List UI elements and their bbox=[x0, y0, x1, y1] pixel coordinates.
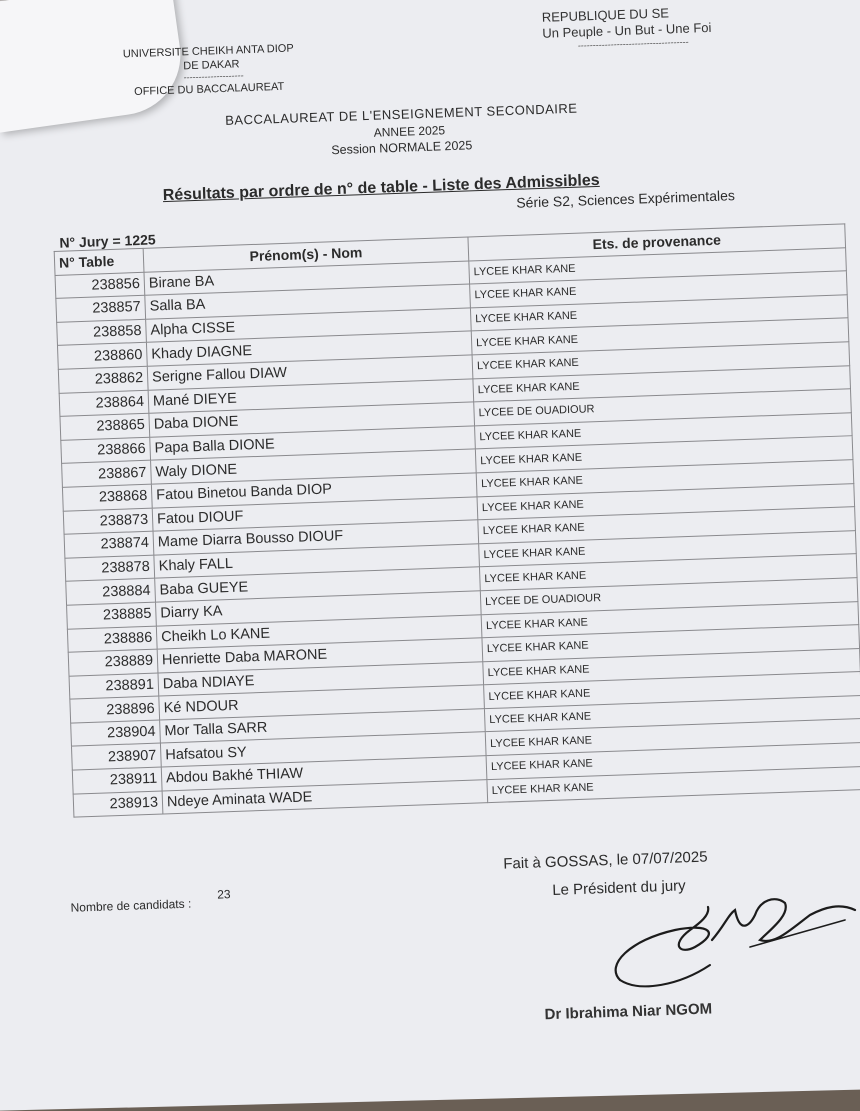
school-cell: LYCEE KHAR KANE bbox=[486, 743, 860, 780]
name-cell: Serigne Fallou DIAW bbox=[147, 355, 473, 390]
table-body bbox=[55, 247, 860, 817]
table-number-cell: 238857 bbox=[56, 295, 146, 322]
signatory-name: Dr Ibrahima Niar NGOM bbox=[544, 1000, 713, 1024]
name-cell: Ké NDOUR bbox=[159, 685, 485, 720]
table-number-cell: 238891 bbox=[69, 673, 159, 700]
name-cell: Birane BA bbox=[144, 261, 470, 296]
school-cell: LYCEE KHAR KANE bbox=[470, 295, 848, 332]
table-number-cell: 238896 bbox=[70, 696, 160, 723]
table-number-cell: 238862 bbox=[58, 366, 148, 393]
name-cell: Cheikh Lo KANE bbox=[156, 614, 482, 649]
exam-session: Session NORMALE 2025 bbox=[331, 138, 473, 158]
table-number-cell: 238873 bbox=[63, 508, 153, 535]
handwritten-signature bbox=[600, 885, 860, 1000]
series-label: Série S2, Sciences Expérimentales bbox=[516, 187, 736, 211]
school-cell: LYCEE KHAR KANE bbox=[483, 648, 860, 685]
name-cell: Mor Talla SARR bbox=[160, 709, 486, 744]
results-title: Résultats par ordre de n° de table - Liste des Admissibles bbox=[162, 171, 600, 205]
school-cell: LYCEE KHAR KANE bbox=[475, 412, 853, 449]
table-number-cell: 238874 bbox=[64, 531, 154, 558]
table-number-cell: 238907 bbox=[71, 744, 161, 771]
table-number-cell: 238860 bbox=[57, 343, 147, 370]
table-number-cell: 238867 bbox=[62, 461, 152, 488]
school-cell: LYCEE KHAR KANE bbox=[476, 460, 854, 497]
school-cell: LYCEE KHAR KANE bbox=[479, 530, 857, 567]
republic-name: REPUBLIQUE DU SE bbox=[541, 5, 670, 25]
results-table bbox=[54, 223, 860, 818]
name-cell: Papa Balla DIONE bbox=[150, 426, 476, 461]
national-motto: Un Peuple - Un But - Une Foi bbox=[542, 19, 712, 41]
table-number-cell: 238864 bbox=[59, 390, 149, 417]
name-cell: Waly DIONE bbox=[151, 449, 477, 484]
name-cell: Diarry KA bbox=[155, 591, 481, 626]
name-cell: Khady DIAGNE bbox=[146, 331, 472, 366]
school-cell: LYCEE KHAR KANE bbox=[484, 672, 860, 709]
candidate-count: 23 bbox=[217, 887, 231, 902]
name-cell: Alpha CISSE bbox=[146, 308, 472, 343]
name-cell: Mané DIEYE bbox=[148, 378, 474, 413]
table-number-cell: 238889 bbox=[68, 649, 158, 676]
jury-number: N° Jury = 1225 bbox=[59, 231, 156, 251]
jury-president-title: Le Président du jury bbox=[552, 877, 686, 899]
school-cell: LYCEE KHAR KANE bbox=[479, 554, 857, 591]
school-cell: LYCEE KHAR KANE bbox=[477, 483, 855, 520]
school-cell: LYCEE KHAR KANE bbox=[475, 436, 853, 473]
exam-title: BACCALAUREAT DE L'ENSEIGNEMENT SECONDAIRE bbox=[224, 100, 578, 128]
name-cell: Daba DIONE bbox=[149, 402, 475, 437]
school-cell: LYCEE KHAR KANE bbox=[478, 507, 856, 544]
name-cell: Fatou Binetou Banda DIOP bbox=[151, 473, 477, 508]
school-cell: LYCEE KHAR KANE bbox=[484, 695, 860, 732]
separator-right: ------------------------------------- bbox=[577, 36, 689, 51]
name-cell: Henriette Daba MARONE bbox=[157, 638, 483, 673]
name-cell: Abdou Bakhé THIAW bbox=[161, 756, 487, 791]
school-cell: LYCEE DE OUADIOUR bbox=[480, 578, 858, 615]
table-number-cell: 238884 bbox=[66, 578, 156, 605]
separator-left: -------------------- bbox=[183, 70, 244, 83]
candidate-count-label: Nombre de candidats : bbox=[70, 896, 192, 915]
name-cell: Khaly FALL bbox=[154, 544, 480, 579]
table-number-cell: 238885 bbox=[67, 602, 157, 629]
name-cell: Mame Diarra Bousso DIOUF bbox=[153, 520, 479, 555]
school-cell: LYCEE KHAR KANE bbox=[472, 342, 850, 379]
column-header-school: Ets. de provenance bbox=[468, 224, 846, 261]
school-cell: LYCEE KHAR KANE bbox=[485, 719, 860, 756]
school-cell: LYCEE DE OUADIOUR bbox=[474, 389, 852, 426]
school-cell: LYCEE KHAR KANE bbox=[469, 247, 847, 284]
university-city: DE DAKAR bbox=[183, 58, 240, 73]
place-and-date: Fait à GOSSAS, le 07/07/2025 bbox=[503, 848, 708, 873]
school-cell: LYCEE KHAR KANE bbox=[471, 318, 849, 355]
table-number-cell: 238913 bbox=[73, 791, 163, 818]
name-cell: Daba NDIAYE bbox=[158, 661, 484, 696]
table-number-cell: 238865 bbox=[60, 413, 150, 440]
column-header-table-number: N° Table bbox=[54, 248, 144, 275]
table-number-cell: 238858 bbox=[57, 319, 147, 346]
column-header-name: Prénom(s) - Nom bbox=[143, 237, 469, 272]
table-number-cell: 238904 bbox=[71, 720, 161, 747]
table-number-cell: 238856 bbox=[55, 272, 145, 299]
table-number-cell: 238866 bbox=[61, 437, 151, 464]
school-cell: LYCEE KHAR KANE bbox=[482, 625, 860, 662]
school-cell: LYCEE KHAR KANE bbox=[473, 365, 851, 402]
table-number-cell: 238911 bbox=[72, 767, 162, 794]
table-number-cell: 238886 bbox=[67, 626, 157, 653]
name-cell: Ndeye Aminata WADE bbox=[162, 779, 488, 814]
office-name: OFFICE DU BACCALAUREAT bbox=[133, 80, 285, 99]
table-number-cell: 238868 bbox=[62, 484, 152, 511]
name-cell: Salla BA bbox=[145, 284, 471, 319]
school-cell: LYCEE KHAR KANE bbox=[470, 271, 848, 308]
table-number-cell: 238878 bbox=[65, 555, 155, 582]
name-cell: Fatou DIOUF bbox=[152, 496, 478, 531]
university-name: UNIVERSITE CHEIKH ANTA DIOP bbox=[122, 42, 294, 61]
name-cell: Baba GUEYE bbox=[155, 567, 481, 602]
name-cell: Hafsatou SY bbox=[160, 732, 486, 767]
school-cell: LYCEE KHAR KANE bbox=[481, 601, 859, 638]
exam-year: ANNEE 2025 bbox=[373, 123, 446, 140]
school-cell: LYCEE KHAR KANE bbox=[487, 766, 860, 803]
